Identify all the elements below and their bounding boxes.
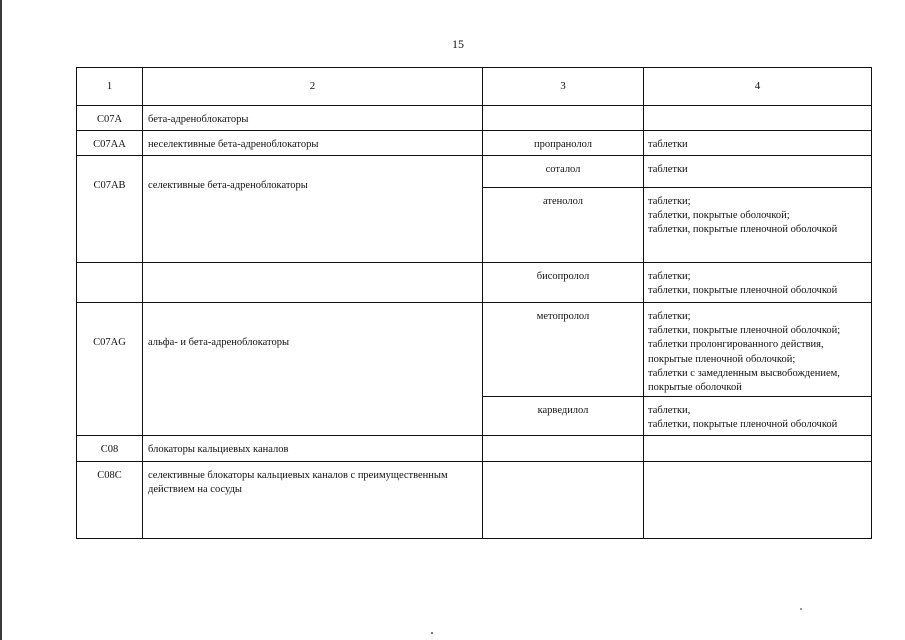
atc-group: альфа- и бета-адреноблокаторы [143,303,483,436]
dosage-forms [644,397,872,436]
dosage-form-line: покрытые оболочкой [648,381,742,393]
dosage-form-line: таблетки, покрытые пленочной оболочкой; [648,325,841,337]
header-col-4: 4 [644,68,872,106]
dosage-form-line: таблетки, покрытые пленочной оболочкой [648,285,838,297]
drug-name-empty [483,106,644,131]
atc-code: C08 [77,436,143,462]
header-col-3: 3 [483,68,644,106]
atc-code: C07AG [77,303,143,436]
dosage-forms-empty [644,462,872,539]
table-row-c08 [77,436,872,462]
dosage-form-line: таблетки, покрытые пленочной оболочкой [648,224,838,236]
dosage-form-line: таблетки, покрытые пленочной оболочкой [648,419,838,431]
drug-name: атенолол [483,188,644,263]
atc-code: C07AB [77,156,143,263]
drug-name: бисопролол [483,263,644,303]
atc-group-line: селективные блокаторы кальциевых каналов с [148,470,356,481]
dosage-form-line: таблетки, покрытые оболочкой; [648,210,790,222]
atc-code: C07AA [77,131,143,156]
atc-group: неселективные бета-адреноблокаторы [143,131,483,156]
header-col-2: 2 [143,68,483,106]
drug-name: метопролол [483,303,644,397]
dosage-forms [644,188,872,263]
dosage-forms [644,156,872,188]
scan-speck [431,632,433,634]
table-row-c07aa [77,131,872,156]
dosage-form-line: таблетки с замедленным высвобождением, [648,367,840,379]
table-row-c07ab-sotalol [77,156,872,188]
dosage-forms [644,131,872,156]
table-header-row [77,68,872,106]
atc-group: бета-адреноблокаторы [143,106,483,131]
atc-group-line: преимущественным действием на сосуды [148,470,448,496]
dosage-form-line: покрытые пленочной оболочкой; [648,353,796,365]
atc-code: C07A [77,106,143,131]
drug-name: пропранолол [483,131,644,156]
page-left-edge [0,0,2,640]
atc-group: блокаторы кальциевых каналов [143,436,483,462]
drug-name: соталол [483,156,644,188]
dosage-forms [644,263,872,303]
dosage-form-line: таблетки; [648,311,691,322]
dosage-form-line: таблетки [648,164,688,175]
table-row-c08c [77,462,872,539]
header-col-1: 1 [77,68,143,106]
drug-name-empty [483,436,644,462]
atc-group-empty [143,263,483,303]
dosage-forms-empty [644,106,872,131]
atc-group [143,462,483,539]
scan-speck [800,608,802,610]
dosage-form-line: таблетки; [648,196,691,207]
drug-name-empty [483,462,644,539]
table-row-c07a [77,106,872,131]
table-row-bisoprolol [77,263,872,303]
atc-code-empty [77,263,143,303]
atc-group: селективные бета-адреноблокаторы [143,156,483,263]
atc-code: C08C [77,462,143,539]
drug-name: карведилол [483,397,644,436]
table-row-c07ag-metoprolol [77,303,872,397]
page-number: 15 [452,37,464,51]
dosage-form-line: таблетки пролонгированного действия, [648,339,824,351]
dosage-form-line: таблетки [648,139,688,150]
drug-classification-table [76,67,872,539]
dosage-forms [644,303,872,397]
dosage-form-line: таблетки; [648,271,691,282]
dosage-forms-empty [644,436,872,462]
dosage-form-line: таблетки, [648,405,691,416]
